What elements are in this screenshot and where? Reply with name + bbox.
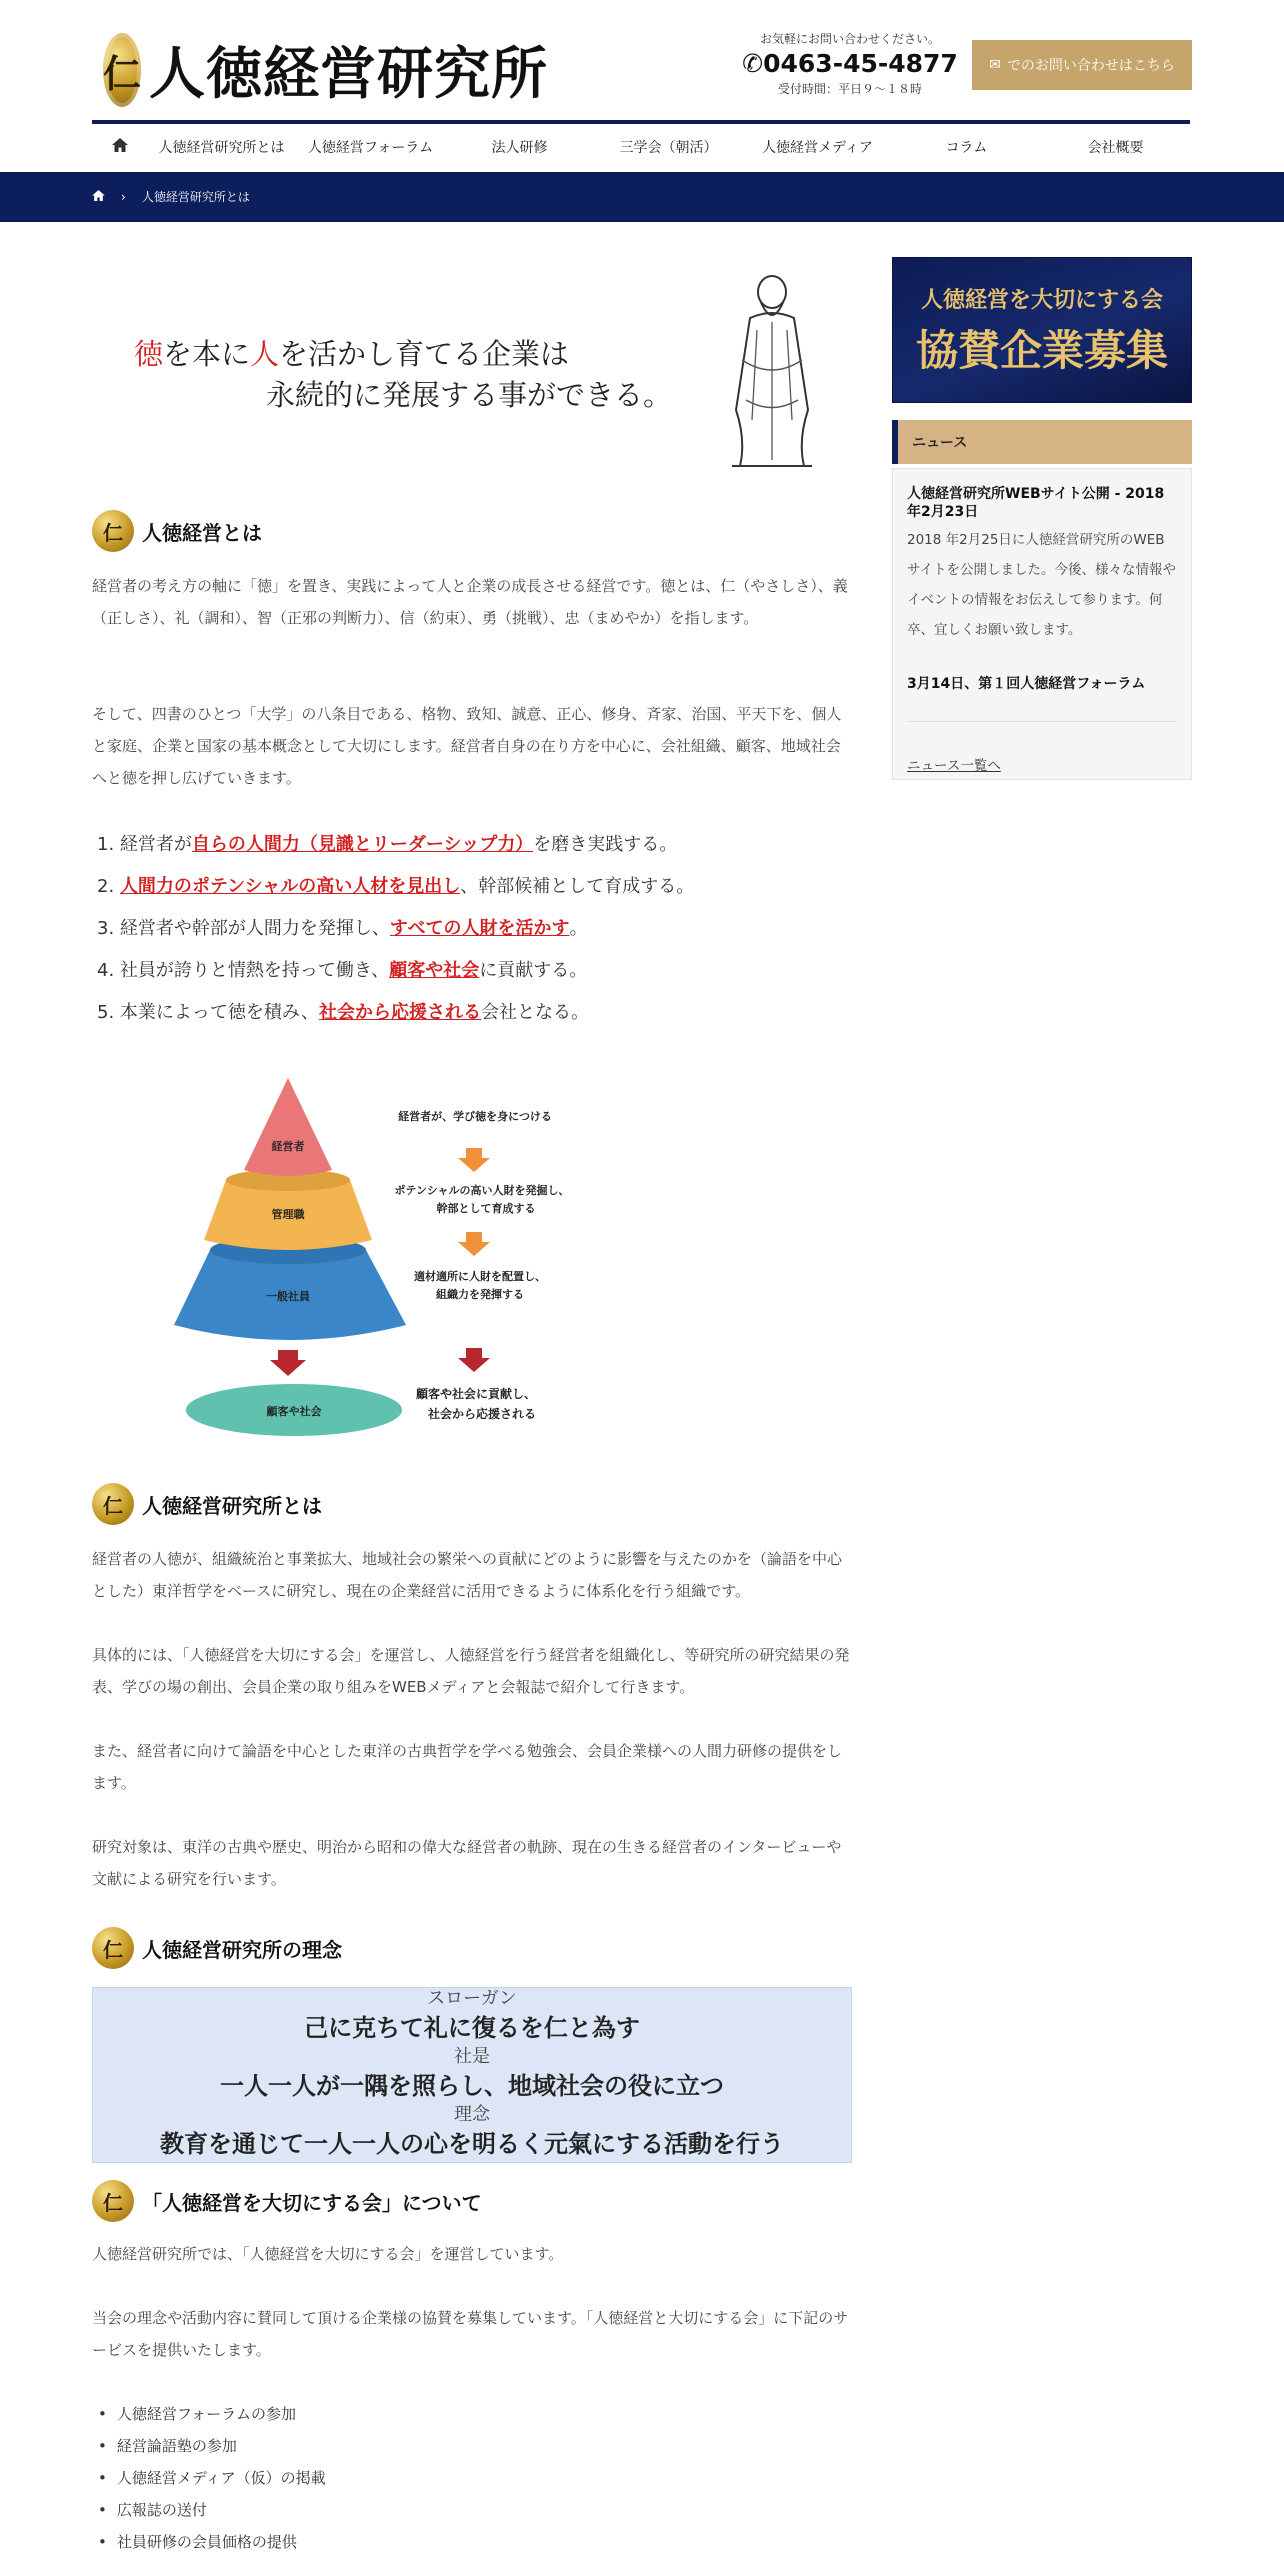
step-1-text: 経営者が、学び徳を身につける [398,1110,552,1123]
mail-icon: ✉ [989,57,1001,73]
step-4-text-a: 顧客や社会に貢献し、 [415,1387,537,1401]
pyramid-label-executive: 経営者 [271,1140,305,1153]
pyramid-label-manager: 管理職 [271,1208,305,1221]
section-emblem-icon: 仁 [92,1483,134,1525]
slogan-label: スローガン [427,1988,517,2009]
arrow-down-icon [458,1348,490,1372]
list-item: • 人徳経営フォーラムの参加 [92,2398,852,2430]
step-4-text-b: 社会から応援される [427,1407,537,1421]
services-list [92,2398,852,2558]
arrow-down-icon [458,1232,490,1256]
news-item-title[interactable]: 人徳経営研究所WEBサイト公開 - 2018年2月23日 [907,486,1165,520]
banner-line-1: 人徳経営を大切にする会 [920,287,1163,313]
section1-paragraph-1: 経営者の考え方の軸に「徳」を置き、実践によって人と企業の成長させる経営です。徳とは、仁（やさしさ）、義（正しさ）、礼（調和）、智（正邪の判断力）、信（約束）、勇（挑戦）、忠（まめやか）を指します。 [92,577,848,627]
section-heading-jintoku: 仁 人徳経営とは [92,510,262,552]
organization-pyramid-diagram [170,1070,590,1446]
news-panel [892,468,1192,780]
step-2-text-b: 幹部として育成する [436,1202,536,1215]
section-heading-association: 仁 「人徳経営を大切にする会」について [92,2180,482,2222]
arrow-down-icon [270,1350,306,1376]
section-emblem-icon: 仁 [92,2180,134,2222]
pyramid-tier-executive [244,1078,332,1176]
contact-button-label: でのお問い合わせはこちら [1006,58,1175,74]
section-emblem-icon: 仁 [92,510,134,552]
philosophy-box [92,1987,852,2163]
base-label: 顧客や社会 [266,1405,322,1418]
phone-number[interactable]: ✆0463-45-4877 [742,49,958,78]
list-item: • 広報誌の送付 [92,2494,852,2526]
nav-item-training[interactable]: 法人研修 [491,139,548,156]
news-item-title[interactable]: 3月14日、第１回人徳経営フォーラム [907,676,1146,692]
pyramid-label-staff: 一般社員 [266,1290,310,1303]
arrow-down-icon [458,1148,490,1172]
section-heading-institute: 仁 人徳経営研究所とは [92,1483,322,1525]
breadcrumb [92,188,250,205]
section-heading-philosophy: 仁 人徳経営研究所の理念 [92,1927,342,1969]
banner-line-2: 協賛企業募集 [915,325,1168,375]
list-item: • 社員研修の会員価格の提供 [92,2526,852,2558]
logo-emblem-icon: 仁 [103,33,141,107]
nav-item-column[interactable]: コラム [945,139,988,156]
news-heading: ニュース [892,420,1192,464]
philosophy-text: 教育を通じて一人一人の心を明るく元氣にする活動を行う [160,2130,784,2158]
philosophy-label: 理念 [454,2104,490,2125]
breadcrumb-separator: › [121,189,126,204]
sponsor-banner[interactable] [892,257,1192,403]
main-nav [92,124,1190,169]
section2-paragraph-3: また、経営者に向けて論語を中心とした東洋の古典哲学を学べる勉強会、会員企業様への人間力研修の提供をします。 [92,1742,843,1792]
news-list-link[interactable]: ニュース一覧へ [907,758,1001,774]
nav-item-morning[interactable]: 三学会（朝活） [619,139,718,156]
list-item: 2. 人間力のポテンシャルの高い人材を見出し、幹部候補として育成する。 [97,876,695,897]
section1-paragraph-2: そして、四書のひとつ「大学」の八条目である、格物、致知、誠意、正心、修身、斉家、治国、平天下を、個人と家庭、企業と国家の基本概念として大切にします。経営者自身の在り方を中心に、会社組織、顧客、地域社会へと徳を押し広げていきます。 [92,705,842,787]
breadcrumb-home-icon[interactable] [92,190,105,204]
section-emblem-icon: 仁 [92,1927,134,1969]
list-item: • 人徳経営メディア（仮）の掲載 [92,2462,852,2494]
news-item-body: 2018 年2月25日に人徳経営研究所のWEBサイトを公開しました。今後、様々な情報やイベントの情報をお伝えして参ります。何卒、宜しくお願い致します。 [907,532,1177,638]
confucius-figure-illustration [712,270,832,474]
phone-icon: ✆ [742,49,764,78]
list-item: 5. 本業によって徳を積み、社会から応援される会社となる。 [97,1002,590,1023]
logo-text: 人徳経営研究所 [149,41,549,107]
contact-info [740,30,960,97]
nav-item-media[interactable]: 人徳経営メディア [762,139,873,156]
section2-paragraph-1: 経営者の人徳が、組織統治と事業拡大、地域社会の繁栄への貢献にどのように影響を与えたのかを（論語を中心とした）東洋哲学をベースに研究し、現在の企業経営に活用できるように体系化を行う組織です。 [92,1550,843,1600]
list-item: 4. 社員が誇りと情熱を持って働き、顧客や社会に貢献する。 [97,960,588,981]
motto-label: 社是 [454,2046,490,2067]
contact-button[interactable] [972,40,1192,90]
nav-item-about[interactable]: 人徳経営研究所とは [158,139,285,156]
section2-paragraph-4: 研究対象は、東洋の古典や歴史、明治から昭和の偉大な経営者の軌跡、現在の生きる経営者のインタービューや文献による研究を行います。 [92,1838,842,1888]
list-item: 3. 経営者や幹部が人間力を発揮し、すべての人財を活かす。 [97,918,588,939]
contact-note: お気軽にお問い合わせください。 [759,32,940,46]
hero-line-1: 徳を本に人を活かし育てる企業は [134,337,570,371]
step-2-text-a: ポテンシャルの高い人財を発掘し、 [394,1184,570,1197]
step-3-text-b: 組織力を発揮する [436,1288,524,1301]
nav-home-icon[interactable] [92,138,147,156]
section2-paragraph-2: 具体的には、「人徳経営を大切にする会」を運営し、人徳経営を行う経営者を組織化し、等研究所の研究結果の発表、学びの場の創出、会員企業の取り組みをWEBメディアと会報誌で紹介して行きます。 [92,1646,850,1696]
step-3-text-a: 適材適所に人財を配置し、 [414,1270,546,1283]
motto-text: 一人一人が一隅を照らし、地域社会の役に立つ [220,2072,724,2100]
nav-item-company[interactable]: 会社概要 [1087,139,1144,156]
hero-line-2: 永続的に発展する事ができる。 [266,378,673,412]
list-item: 1. 経営者が自らの人間力（見識とリーダーシップ力）を磨き実践する。 [97,834,678,855]
section4-paragraph-2: 当会の理念や活動内容に賛同して頂ける企業様の協賛を募集しています。「人徳経営と大切にする会」に下記のサービスを提供いたします。 [92,2309,849,2359]
news-divider [907,721,1177,722]
breadcrumb-current: 人徳経営研究所とは [141,190,250,204]
business-hours: 受付時間：平日９～１８時 [777,82,922,96]
slogan-text: 己に克ちて礼に復るを仁と為す [304,2014,640,2042]
section4-paragraph-1: 人徳経営研究所では、「人徳経営を大切にする会」を運営しています。 [92,2245,564,2263]
nav-item-forum[interactable]: 人徳経営フォーラム [307,139,434,156]
principles-list [97,824,857,1034]
site-logo[interactable] [103,30,549,110]
list-item: • 経営論語塾の参加 [92,2430,852,2462]
